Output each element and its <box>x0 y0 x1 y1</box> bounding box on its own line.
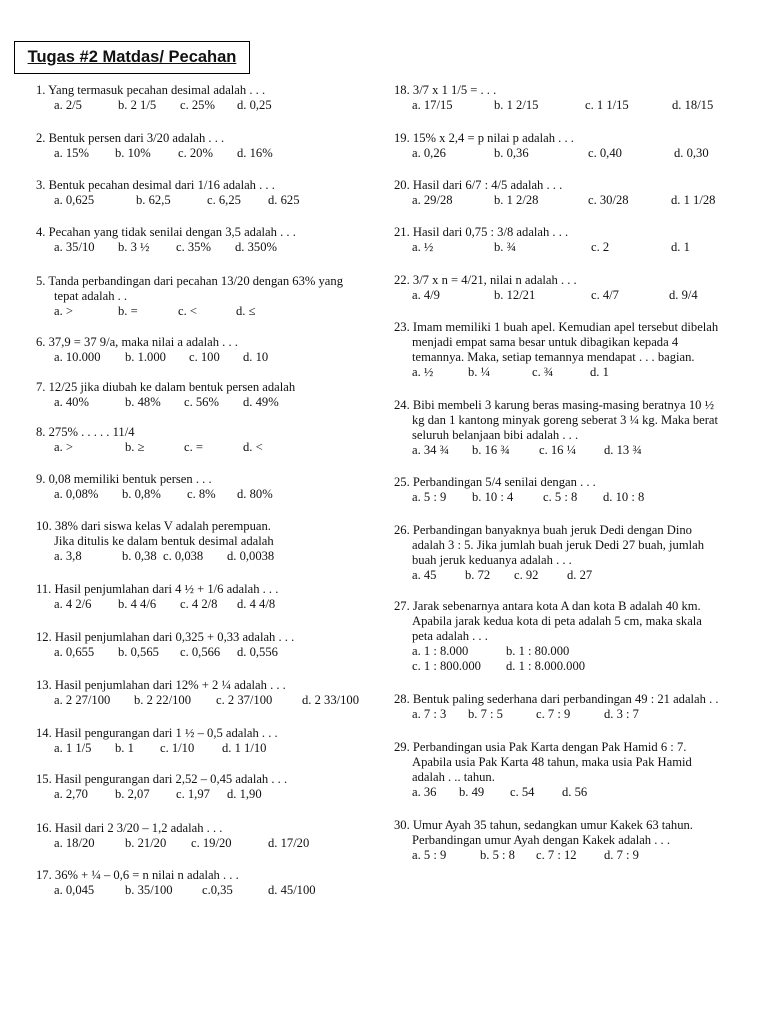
question-23 <box>394 320 718 380</box>
question-21 <box>394 225 690 255</box>
answer-option-a: a. ½ <box>412 240 434 254</box>
question-text: menjadi empat sama besar untuk dibagikan kepada 4 <box>412 335 679 349</box>
question-text-line <box>394 413 718 428</box>
question-text: 15% x 2,4 = p nilai p adalah . . . <box>412 131 574 145</box>
answer-option-c: c. 100 <box>189 350 220 364</box>
answer-options-row <box>394 240 690 255</box>
question-text-line: 1. Yang termasuk pecahan desimal adalah . . . <box>36 83 266 97</box>
question-text: Perbandingan umur Ayah dengan Kakek adalah . . . <box>412 833 670 847</box>
question-text-line: 4. Pecahan yang tidak senilai dengan 3,5 adalah . . . <box>36 225 296 239</box>
answer-options-row <box>36 304 343 319</box>
question-text-line: 11. Hasil penjumlahan dari 4 ½ + 1/6 adalah . . . <box>36 582 279 596</box>
answer-option-c: c. 0,40 <box>588 146 622 160</box>
question-text-line: 17. 36% + ¼ – 0,6 = n nilai n adalah . . . <box>36 868 239 882</box>
question-text-line <box>394 538 704 553</box>
question-text: Tanda perbandingan dari pecahan 13/20 dengan 63% yang <box>48 274 343 288</box>
answer-option-d: d. 45/100 <box>268 883 316 897</box>
question-text-line: 26. Perbandingan banyaknya buah jeruk Dedi dengan Dino <box>394 523 692 537</box>
answer-option-a: a. 35/10 <box>54 240 95 254</box>
question-text: peta adalah . . . <box>412 629 488 643</box>
question-text: Hasil penjumlahan dari 4 ½ + 1/6 adalah . . . <box>54 582 279 596</box>
answer-option-c: c. 4 2/8 <box>180 597 218 611</box>
answer-option-a: a. 34 ¾ <box>412 443 450 457</box>
answer-options-row <box>394 98 714 113</box>
answer-option-c: c. 1,97 <box>176 787 210 801</box>
question-number: 21 <box>394 225 407 239</box>
question-number: 17 <box>36 868 49 882</box>
question-text-line: 15. Hasil pengurangan dari 2,52 – 0,45 adalah . . . <box>36 772 288 786</box>
answer-options-row <box>394 568 704 583</box>
answer-options-row <box>394 146 709 161</box>
question-24 <box>394 398 718 458</box>
answer-options-row <box>36 395 295 410</box>
question-number: 11 <box>36 582 49 596</box>
answer-option-b: b. 1 2/15 <box>494 98 539 112</box>
question-number: 14 <box>36 726 49 740</box>
question-13 <box>36 678 360 708</box>
answer-option-a: a. 36 <box>412 785 437 799</box>
answer-options-row <box>36 741 278 756</box>
question-number: 19 <box>394 131 407 145</box>
answer-options-row <box>394 848 693 863</box>
answer-options-row <box>394 659 702 674</box>
question-3 <box>36 178 300 208</box>
question-text: Hasil pengurangan dari 2,52 – 0,45 adalah . . . <box>54 772 288 786</box>
question-number: 22 <box>394 273 407 287</box>
question-number: 18 <box>394 83 407 97</box>
question-text-line: 21. Hasil dari 0,75 : 3/8 adalah . . . <box>394 225 569 239</box>
answer-options-row <box>36 883 316 898</box>
answer-option-c: c. 2 37/100 <box>216 693 273 707</box>
answer-options-row <box>394 443 718 458</box>
answer-option-c: c. 6,25 <box>207 193 241 207</box>
answer-option-b: b. 0,565 <box>118 645 159 659</box>
question-text-line: 28. Bentuk paling sederhana dari perbandingan 49 : 21 adalah . . <box>394 692 719 706</box>
answer-option-a: a. 3,8 <box>54 549 82 563</box>
answer-option-a: a. 18/20 <box>54 836 95 850</box>
answer-option-a: a. 0,08% <box>54 487 99 501</box>
answer-options-row <box>394 707 719 722</box>
answer-option-c: c. 92 <box>514 568 539 582</box>
answer-option-a: a. 2/5 <box>54 98 82 112</box>
answer-options-row <box>394 490 645 505</box>
question-number: 6 <box>36 335 43 349</box>
question-text: Bentuk pecahan desimal dari 1/16 adalah . . . <box>48 178 275 192</box>
question-text: kg dan 1 kantong minyak goreng seberat 3 ¼ kg. Maka berat <box>412 413 719 427</box>
answer-option-b: b. ¾ <box>494 240 517 254</box>
question-text: tepat adalah . . <box>54 289 128 303</box>
question-26 <box>394 523 704 583</box>
question-text-line <box>394 614 702 629</box>
question-8 <box>36 425 263 455</box>
answer-option-d: d. 16% <box>237 146 273 160</box>
question-1 <box>36 83 272 113</box>
answer-option-a: a. 4 2/6 <box>54 597 92 611</box>
answer-option-c: c. ¾ <box>532 365 554 379</box>
question-number: 9 <box>36 472 43 486</box>
answer-option-d: d. 0,25 <box>237 98 272 112</box>
question-22 <box>394 273 698 303</box>
answer-option-d: d. 1 1/10 <box>222 741 267 755</box>
question-text-line: 14. Hasil pengurangan dari 1 ½ – 0,5 adalah . . . <box>36 726 278 740</box>
answer-option-b: b. 72 <box>465 568 491 582</box>
answer-option-b: b. 16 ¾ <box>472 443 510 457</box>
answer-option-d: d. 10 <box>243 350 269 364</box>
answer-option-b: b. 4 4/6 <box>118 597 157 611</box>
answer-option-d: d. 27 <box>567 568 593 582</box>
answer-option-a: a. 29/28 <box>412 193 453 207</box>
answer-option-b: b. 2 1/5 <box>118 98 157 112</box>
answer-option-b: b. 3 ½ <box>118 240 150 254</box>
answer-option-d: d. 1,90 <box>227 787 262 801</box>
answer-option-b: b. 7 : 5 <box>468 707 503 721</box>
answer-option-b: b. 48% <box>125 395 161 409</box>
question-text-line: 30. Umur Ayah 35 tahun, sedangkan umur Kakek 63 tahun. <box>394 818 693 832</box>
question-text-line: 18. 3/7 x 1 1/5 = . . . <box>394 83 497 97</box>
question-text: 3/7 x n = 4/21, nilai n adalah . . . <box>412 273 577 287</box>
answer-option-c: c. 56% <box>184 395 219 409</box>
answer-option-a: a. 0,655 <box>54 645 95 659</box>
question-number: 1 <box>36 83 43 97</box>
question-number: 13 <box>36 678 49 692</box>
question-number: 26 <box>394 523 407 537</box>
question-number: 27 <box>394 599 407 613</box>
question-text: Hasil dari 0,75 : 3/8 adalah . . . <box>412 225 569 239</box>
answer-option-d: d. 0,556 <box>237 645 278 659</box>
answer-option-c: c. 0,566 <box>180 645 221 659</box>
answer-option-b: b. 2,07 <box>115 787 150 801</box>
answer-option-c: c. < <box>178 304 197 318</box>
question-number: 3 <box>36 178 43 192</box>
question-text: Imam memiliki 1 buah apel. Kemudian apel tersebut dibelah <box>412 320 719 334</box>
answer-option-d: d. 9/4 <box>669 288 698 302</box>
answer-option-a: a. 17/15 <box>412 98 453 112</box>
question-10 <box>36 519 274 564</box>
question-text-line: 23. Imam memiliki 1 buah apel. Kemudian apel tersebut dibelah <box>394 320 719 334</box>
answer-option-b: b. 1 2/28 <box>494 193 539 207</box>
answer-option-c: c. 1 : 800.000 <box>412 659 481 673</box>
question-text: temannya. Maka, setiap temannya mendapat . . . bagian. <box>412 350 695 364</box>
answer-option-c: c. = <box>184 440 203 454</box>
question-text-line <box>394 755 692 770</box>
answer-option-c: c. 19/20 <box>191 836 232 850</box>
question-text-line: 22. 3/7 x n = 4/21, nilai n adalah . . . <box>394 273 577 287</box>
question-27 <box>394 599 702 674</box>
answer-option-d: d. 3 : 7 <box>604 707 639 721</box>
question-text-line: 27. Jarak sebenarnya antara kota A dan kota B adalah 40 km. <box>394 599 701 613</box>
question-text-line: 5. Tanda perbandingan dari pecahan 13/20 dengan 63% yang <box>36 274 343 288</box>
answer-option-d: d. 13 ¾ <box>604 443 642 457</box>
answer-option-a: a. 5 : 9 <box>412 848 447 862</box>
question-number: 15 <box>36 772 49 786</box>
question-text: Perbandingan 5/4 senilai dengan . . . <box>412 475 596 489</box>
question-17 <box>36 868 316 898</box>
answer-option-b: b. 62,5 <box>136 193 171 207</box>
question-text-line: 10. 38% dari siswa kelas V adalah perempuan. <box>36 519 271 533</box>
question-text: Apabila jarak kedua kota di peta adalah 5 cm, maka skala <box>412 614 702 628</box>
question-text: Hasil dari 6/7 : 4/5 adalah . . . <box>412 178 563 192</box>
answer-option-d: d. 1 <box>590 365 609 379</box>
answer-option-c: c. 8% <box>187 487 216 501</box>
question-text: Hasil penjumlahan dari 12% + 2 ¼ adalah . . . <box>54 678 286 692</box>
answer-option-d: d. 2 33/100 <box>302 693 360 707</box>
question-text: Jarak sebenarnya antara kota A dan kota B adalah 40 km. <box>412 599 701 613</box>
question-text: 275% . . . . . 11/4 <box>48 425 135 439</box>
question-text: Bentuk paling sederhana dari perbandingan 49 : 21 adalah . . <box>412 692 719 706</box>
question-text-line <box>394 770 692 785</box>
question-text: adalah 3 : 5. Jika jumlah buah jeruk Dedi 27 buah, jumlah <box>412 538 705 552</box>
question-number: 29 <box>394 740 407 754</box>
question-text-line <box>36 534 274 549</box>
question-text: buah jeruk keduanya adalah . . . <box>412 553 572 567</box>
answer-options-row <box>36 350 269 365</box>
question-text: Hasil penjumlahan dari 0,325 + 0,33 adalah . . . <box>54 630 295 644</box>
answer-option-d: d. ≤ <box>236 304 256 318</box>
answer-option-b: b. 10 : 4 <box>472 490 514 504</box>
answer-options-row <box>36 549 274 564</box>
answer-option-c: c. 30/28 <box>588 193 629 207</box>
answer-options-row <box>394 644 702 659</box>
question-text: 37,9 = 37 9/a, maka nilai a adalah . . . <box>48 335 238 349</box>
answer-option-a: a. > <box>54 440 73 454</box>
answer-option-d: d. 56 <box>562 785 588 799</box>
answer-option-d: d. 4 4/8 <box>237 597 276 611</box>
question-text: 38% dari siswa kelas V adalah perempuan. <box>54 519 271 533</box>
question-28 <box>394 692 719 722</box>
question-15 <box>36 772 287 802</box>
answer-option-c: c. 20% <box>178 146 213 160</box>
question-5 <box>36 274 343 319</box>
question-text-line <box>394 350 718 365</box>
question-number: 10 <box>36 519 49 533</box>
question-number: 5 <box>36 274 43 288</box>
answer-option-c: c. 1/10 <box>160 741 195 755</box>
answer-option-a: a. ½ <box>412 365 434 379</box>
question-text: 12/25 jika diubah ke dalam bentuk persen adalah <box>48 380 296 394</box>
question-text: Pecahan yang tidak senilai dengan 3,5 adalah . . . <box>48 225 296 239</box>
answer-option-c: c.0,35 <box>202 883 233 897</box>
question-number: 12 <box>36 630 49 644</box>
question-text: Perbandingan banyaknya buah jeruk Dedi dengan Dino <box>412 523 692 537</box>
answer-option-b: b. 5 : 8 <box>480 848 515 862</box>
answer-option-a: a. 1 : 8.000 <box>412 644 469 658</box>
question-text: 36% + ¼ – 0,6 = n nilai n adalah . . . <box>54 868 239 882</box>
answer-option-d: d. 350% <box>235 240 277 254</box>
question-18 <box>394 83 714 113</box>
question-text-line: 12. Hasil penjumlahan dari 0,325 + 0,33 adalah . . . <box>36 630 295 644</box>
answer-option-b: b. 2 22/100 <box>134 693 192 707</box>
question-text-line: 6. 37,9 = 37 9/a, maka nilai a adalah . . . <box>36 335 238 349</box>
question-text: Bentuk persen dari 3/20 adalah . . . <box>48 131 225 145</box>
question-text: Apabila usia Pak Karta 48 tahun, maka usia Pak Hamid <box>412 755 692 769</box>
answer-option-a: a. 2 27/100 <box>54 693 111 707</box>
question-number: 7 <box>36 380 43 394</box>
question-text: Jika ditulis ke dalam bentuk desimal adalah <box>54 534 274 548</box>
answer-option-a: a. 0,625 <box>54 193 95 207</box>
question-number: 4 <box>36 225 43 239</box>
question-text: adalah . .. tahun. <box>412 770 495 784</box>
question-11 <box>36 582 278 612</box>
question-text-line: 25. Perbandingan 5/4 senilai dengan . . . <box>394 475 596 489</box>
answer-option-b: b. 49 <box>459 785 485 799</box>
question-14 <box>36 726 278 756</box>
answer-options-row <box>36 787 287 802</box>
question-text-line <box>394 629 702 644</box>
answer-option-c: c. 4/7 <box>591 288 619 302</box>
question-text-line <box>394 428 718 443</box>
answer-option-d: d. 0,0038 <box>227 549 275 563</box>
answer-option-b: b. 0,8% <box>122 487 161 501</box>
question-number: 2 <box>36 131 43 145</box>
answer-options-row <box>36 597 278 612</box>
question-text: Perbandingan usia Pak Karta dengan Pak Hamid 6 : 7. <box>412 740 687 754</box>
question-text: 0,08 memiliki bentuk persen . . . <box>48 472 212 486</box>
question-text-line: 7. 12/25 jika diubah ke dalam bentuk persen adalah <box>36 380 296 394</box>
question-16 <box>36 821 310 851</box>
question-20 <box>394 178 716 208</box>
question-number: 16 <box>36 821 49 835</box>
question-number: 30 <box>394 818 407 832</box>
answer-option-b: b. ≥ <box>125 440 145 454</box>
answer-option-c: c. 25% <box>180 98 215 112</box>
answer-option-d: d. 7 : 9 <box>604 848 639 862</box>
answer-option-a: a. 1 1/5 <box>54 741 92 755</box>
worksheet-title: Tugas #2 Matdas/ Pecahan <box>27 48 237 66</box>
answer-option-b: b. 1.000 <box>125 350 166 364</box>
answer-option-b: b. 12/21 <box>494 288 536 302</box>
question-number: 20 <box>394 178 407 192</box>
answer-options-row <box>36 193 300 208</box>
question-text-line: 13. Hasil penjumlahan dari 12% + 2 ¼ adalah . . . <box>36 678 286 692</box>
answer-option-d: d. < <box>243 440 263 454</box>
answer-options-row <box>36 693 360 708</box>
answer-options-row <box>36 487 273 502</box>
question-4 <box>36 225 296 255</box>
answer-option-b: b. 1 <box>115 741 134 755</box>
answer-option-c: c. 7 : 9 <box>536 707 571 721</box>
question-text-line: 24. Bibi membeli 3 karung beras masing-masing beratnya 10 ½ <box>394 398 715 412</box>
question-6 <box>36 335 269 365</box>
answer-option-d: d. 10 : 8 <box>603 490 645 504</box>
answer-option-d: d. 625 <box>268 193 300 207</box>
question-text-line: 19. 15% x 2,4 = p nilai p adalah . . . <box>394 131 574 145</box>
answer-option-b: b. 0,38 <box>122 549 157 563</box>
answer-option-b: b. 0,36 <box>494 146 529 160</box>
answer-option-a: a. 15% <box>54 146 89 160</box>
answer-option-c: c. 2 <box>591 240 610 254</box>
answer-options-row <box>394 785 692 800</box>
question-text-line: 9. 0,08 memiliki bentuk persen . . . <box>36 472 212 486</box>
question-text-line <box>36 289 343 304</box>
answer-option-d: d. 1 1/28 <box>671 193 716 207</box>
answer-option-a: a. > <box>54 304 73 318</box>
answer-option-c: c. 5 : 8 <box>543 490 578 504</box>
answer-options-row <box>36 440 263 455</box>
question-text-line: 3. Bentuk pecahan desimal dari 1/16 adalah . . . <box>36 178 275 192</box>
answer-option-a: a. 45 <box>412 568 437 582</box>
question-text-line <box>394 833 693 848</box>
answer-option-c: c. 0,038 <box>163 549 204 563</box>
answer-option-b: b. 35/100 <box>125 883 173 897</box>
question-text-line <box>394 335 718 350</box>
worksheet-title-box <box>14 41 250 74</box>
answer-options-row <box>36 645 294 660</box>
answer-option-b: b. 1 : 80.000 <box>506 644 570 658</box>
answer-options-row <box>36 240 296 255</box>
question-25 <box>394 475 645 505</box>
answer-option-c: c. 7 : 12 <box>536 848 577 862</box>
question-29 <box>394 740 692 800</box>
question-text-line: 2. Bentuk persen dari 3/20 adalah . . . <box>36 131 225 145</box>
answer-option-d: d. 49% <box>243 395 279 409</box>
answer-option-d: d. 1 : 8.000.000 <box>506 659 586 673</box>
question-number: 23 <box>394 320 407 334</box>
question-text: seluruh belanjaan bibi adalah . . . <box>412 428 579 442</box>
question-text-line: 29. Perbandingan usia Pak Karta dengan Pak Hamid 6 : 7. <box>394 740 687 754</box>
answer-option-a: a. 5 : 9 <box>412 490 447 504</box>
question-number: 8 <box>36 425 43 439</box>
question-2 <box>36 131 273 161</box>
answer-option-a: a. 10.000 <box>54 350 101 364</box>
answer-option-a: a. 2,70 <box>54 787 88 801</box>
answer-option-d: d. 17/20 <box>268 836 310 850</box>
answer-options-row <box>36 836 310 851</box>
question-text-line <box>394 553 704 568</box>
question-text: Hasil pengurangan dari 1 ½ – 0,5 adalah . . . <box>54 726 278 740</box>
question-text: Bibi membeli 3 karung beras masing-masing beratnya 10 ½ <box>412 398 715 412</box>
question-text: Hasil dari 2 3/20 – 1,2 adalah . . . <box>54 821 223 835</box>
answer-options-row <box>394 288 698 303</box>
answer-option-b: b. = <box>118 304 138 318</box>
answer-option-d: d. 1 <box>671 240 690 254</box>
answer-option-b: b. ¼ <box>468 365 491 379</box>
answer-option-a: a. 4/9 <box>412 288 440 302</box>
answer-option-a: a. 0,26 <box>412 146 446 160</box>
question-text: Yang termasuk pecahan desimal adalah . . . <box>48 83 266 97</box>
answer-option-c: c. 54 <box>510 785 535 799</box>
question-text-line: 8. 275% . . . . . 11/4 <box>36 425 135 439</box>
answer-option-d: d. 0,30 <box>674 146 709 160</box>
answer-option-c: c. 16 ¼ <box>539 443 577 457</box>
answer-option-d: d. 18/15 <box>672 98 714 112</box>
question-19 <box>394 131 709 161</box>
answer-option-b: b. 10% <box>115 146 151 160</box>
answer-option-a: a. 7 : 3 <box>412 707 447 721</box>
answer-option-d: d. 80% <box>237 487 273 501</box>
question-text-line: 20. Hasil dari 6/7 : 4/5 adalah . . . <box>394 178 563 192</box>
answer-option-b: b. 21/20 <box>125 836 167 850</box>
answer-options-row <box>394 193 716 208</box>
answer-option-a: a. 0,045 <box>54 883 95 897</box>
question-text-line: 16. Hasil dari 2 3/20 – 1,2 adalah . . . <box>36 821 223 835</box>
question-7 <box>36 380 295 410</box>
answer-options-row <box>36 146 273 161</box>
answer-option-c: c. 1 1/15 <box>585 98 629 112</box>
question-text: Umur Ayah 35 tahun, sedangkan umur Kakek 63 tahun. <box>412 818 693 832</box>
question-30 <box>394 818 693 863</box>
question-number: 24 <box>394 398 407 412</box>
answer-option-a: a. 40% <box>54 395 89 409</box>
answer-options-row <box>36 98 272 113</box>
answer-options-row <box>394 365 718 380</box>
question-number: 25 <box>394 475 407 489</box>
question-12 <box>36 630 294 660</box>
question-text: 3/7 x 1 1/5 = . . . <box>412 83 497 97</box>
question-9 <box>36 472 273 502</box>
answer-option-c: c. 35% <box>176 240 211 254</box>
question-number: 28 <box>394 692 407 706</box>
